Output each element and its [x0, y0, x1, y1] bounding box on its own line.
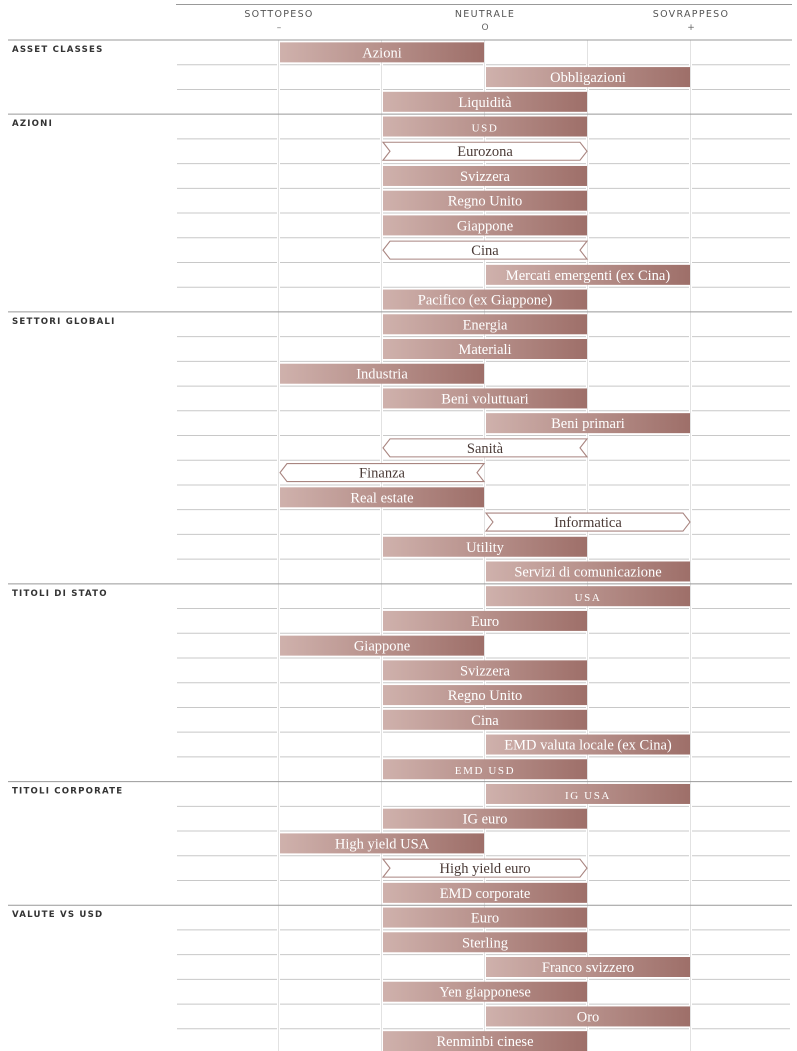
bar-label: Oro — [576, 1009, 600, 1026]
bar-label: USA — [574, 592, 602, 605]
bar-row — [486, 513, 690, 531]
bar-label: EMD corporate — [439, 885, 531, 902]
column-header-neutrale: NEUTRALE — [454, 9, 516, 20]
bar-row — [383, 439, 587, 457]
bar-label: Cina — [471, 243, 499, 260]
column-symbol-neutrale: O — [481, 23, 489, 33]
section-title: TITOLI DI STATO — [12, 588, 108, 599]
bar-row — [280, 464, 484, 482]
bar-label: Pacifico (ex Giappone) — [417, 292, 553, 309]
bar-label: Informatica — [554, 515, 622, 532]
bar-label: Azioni — [362, 45, 402, 62]
bar-row — [383, 710, 587, 730]
bar-row — [280, 364, 484, 384]
bar-row — [486, 413, 690, 433]
bar-label: Mercati emergenti (ex Cina) — [505, 267, 671, 284]
bar-row — [383, 117, 587, 137]
bar-label: Regno Unito — [447, 688, 523, 705]
bar-label: High yield USA — [334, 836, 430, 853]
bar-row — [383, 142, 587, 160]
bar-row — [383, 685, 587, 705]
bar-label: Materiali — [458, 342, 512, 358]
bar-row — [383, 883, 587, 903]
bar-row — [383, 759, 587, 779]
section-title: TITOLI CORPORATE — [12, 786, 124, 797]
bar-label: High yield euro — [439, 861, 531, 878]
bar-row — [486, 1006, 690, 1026]
bar-row — [383, 241, 587, 259]
bar-row — [486, 735, 690, 755]
bar-label: IG USA — [565, 789, 611, 802]
bar-row — [383, 660, 587, 680]
bar-label: Franco svizzero — [541, 960, 635, 976]
bar-label: Yen giapponese — [439, 984, 531, 1001]
bar-row — [383, 809, 587, 829]
bar-label: Svizzera — [460, 168, 510, 185]
column-symbol-sottopeso: – — [276, 23, 282, 33]
bar-row — [486, 586, 690, 606]
bar-row — [383, 908, 587, 928]
bar-label: Eurozona — [457, 144, 513, 161]
column-header-sovrappeso: SOVRAPPESO — [652, 9, 730, 20]
bar-label: Finanza — [359, 465, 405, 482]
bar-row — [383, 859, 587, 877]
section-title: AZIONI — [12, 119, 53, 130]
bar-label: Utility — [466, 539, 504, 556]
bar-label: Renminbi cinese — [436, 1034, 534, 1051]
bar-row — [383, 537, 587, 557]
bar-row — [383, 982, 587, 1002]
bar-row — [280, 487, 484, 507]
bar-label: Sanità — [466, 440, 504, 457]
bar-label: EMD valuta locale (ex Cina) — [504, 737, 672, 754]
bar-label: Beni primari — [551, 416, 625, 433]
bar-row — [383, 314, 587, 334]
bar-label: Beni voluttuari — [441, 391, 529, 408]
bars — [280, 42, 690, 1051]
bar-row — [383, 290, 587, 310]
bar-label: Giappone — [353, 638, 411, 655]
bar-label: Regno Unito — [447, 193, 523, 210]
bar-label: Euro — [470, 910, 500, 927]
bar-label: Cina — [471, 712, 499, 729]
bar-label: EMD USD — [454, 765, 516, 778]
bar-row — [383, 92, 587, 112]
column-headers — [176, 5, 792, 34]
bar-row — [486, 67, 690, 87]
bar-row — [383, 215, 587, 235]
bar-row — [486, 784, 690, 804]
bar-label: Energia — [462, 317, 508, 334]
bar-row — [383, 388, 587, 408]
bar-label: Euro — [470, 613, 500, 630]
bar-row — [486, 265, 690, 285]
bar-row — [486, 957, 690, 977]
bar-row — [280, 833, 484, 853]
bar-row — [383, 1031, 587, 1051]
bar-label: IG euro — [462, 811, 508, 828]
bar-row — [383, 932, 587, 952]
section-title: VALUTE VS USD — [12, 910, 104, 921]
column-header-sottopeso: SOTTOPESO — [244, 9, 314, 20]
bar-label: Giappone — [456, 218, 514, 235]
bar-label: Servizi di comunicazione — [514, 564, 662, 581]
section-title: ASSET CLASSES — [12, 45, 104, 55]
bar-row — [280, 636, 484, 656]
section-title: SETTORI GLOBALI — [12, 316, 116, 327]
bar-row — [383, 339, 587, 359]
bar-label: Svizzera — [460, 663, 510, 680]
bar-row — [383, 191, 587, 211]
bar-label: Industria — [356, 366, 408, 383]
bar-row — [383, 611, 587, 631]
bar-row — [486, 561, 690, 581]
bar-label: Obbligazioni — [550, 70, 626, 87]
bar-label: Real estate — [350, 490, 414, 507]
bar-label: USD — [471, 122, 499, 135]
bar-label: Sterling — [462, 935, 508, 952]
bar-label: Liquidità — [458, 94, 512, 111]
bar-row — [280, 42, 484, 62]
bar-row — [383, 166, 587, 186]
column-symbol-sovrappeso: + — [687, 23, 695, 33]
